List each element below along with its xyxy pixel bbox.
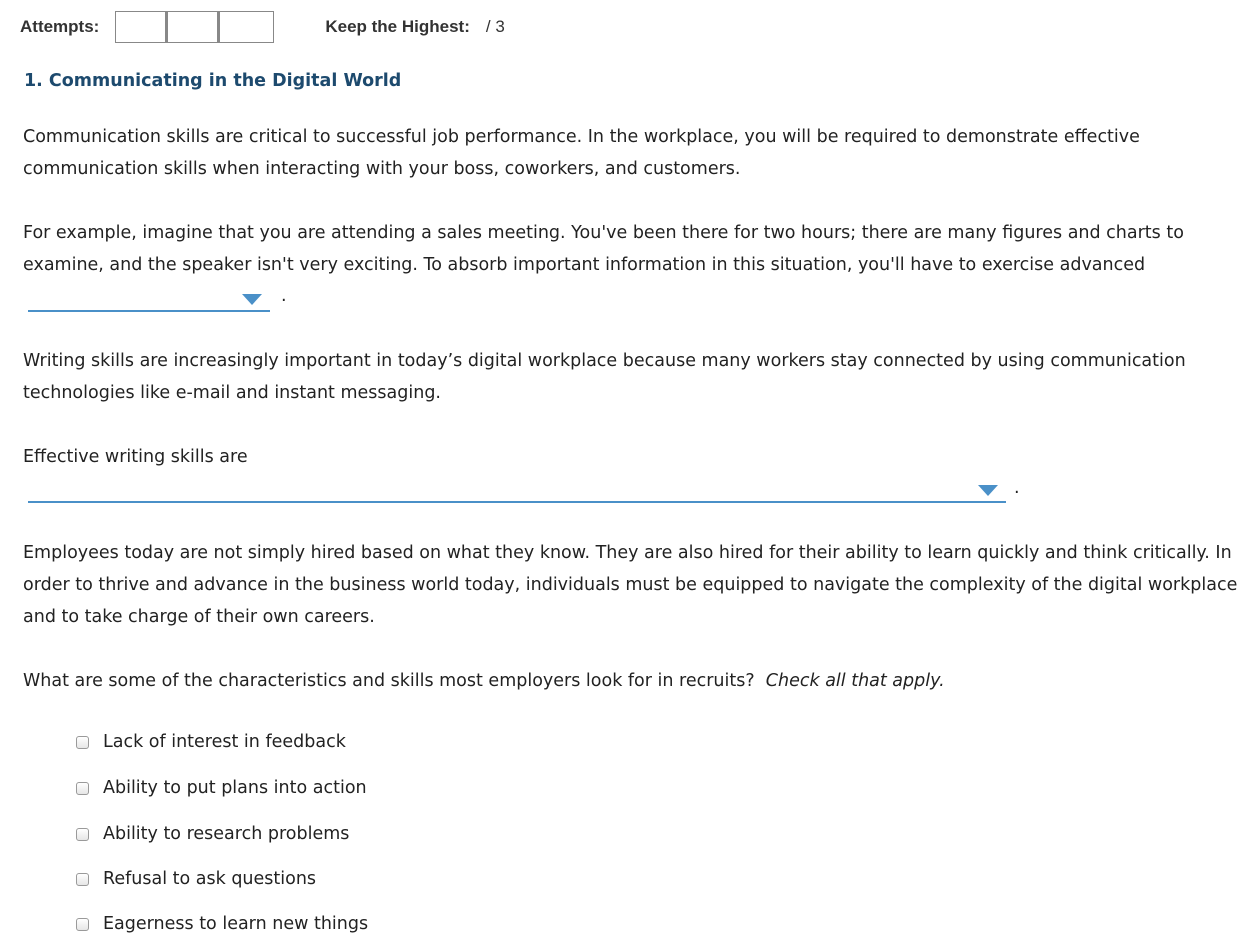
sentence-period: . [281, 286, 287, 306]
employees-paragraph: Employees today are not simply hired based on what they know. They are also hired for their ability to learn quickly and think critically. In order to thrive and advance in the business world today, individuals must be equipped to navigate the complexity of the digital workplace and to take charge of their own careers. [23, 543, 1238, 627]
prompt-text: What are some of the characteristics and skills most employers look for in recruits? [23, 671, 755, 691]
option-item [76, 719, 368, 765]
option-item [76, 857, 368, 901]
question-title: 1. Communicating in the Digital World [24, 71, 402, 91]
writing-skills-paragraph: Writing skills are increasingly important in today’s digital workplace because many workers stay connected by using communication technologies like e-mail and instant messaging. [23, 351, 1186, 403]
question-prompt [23, 665, 1238, 697]
option-label[interactable]: Refusal to ask questions [103, 869, 317, 889]
effective-writing-label: Effective writing skills are [23, 447, 248, 467]
caret-down-icon [242, 294, 262, 305]
attempt-box [116, 12, 168, 42]
option-checkbox[interactable] [76, 736, 89, 749]
answer-options [76, 719, 368, 947]
attempt-boxes [115, 11, 274, 43]
example-paragraph: For example, imagine that you are attending a sales meeting. You've been there for two hours; there are many figures and charts to examine, and the speaker isn't very exciting. To absorb important information in this situation, you'll have to exercise advanced [23, 223, 1184, 275]
option-label[interactable]: Lack of interest in feedback [103, 732, 346, 752]
caret-down-icon [978, 485, 998, 496]
option-item [76, 765, 368, 811]
advanced-skill-dropdown[interactable] [28, 288, 270, 312]
option-item [76, 811, 368, 857]
option-checkbox[interactable] [76, 828, 89, 841]
option-label[interactable]: Ability to research problems [103, 824, 350, 844]
effective-writing-dropdown[interactable] [28, 479, 1006, 503]
option-checkbox[interactable] [76, 782, 89, 795]
option-checkbox[interactable] [76, 873, 89, 886]
attempts-header [20, 10, 505, 44]
attempt-box [220, 12, 273, 42]
keep-highest-label: Keep the Highest: [325, 17, 470, 36]
instruction-text: Check all that apply. [765, 671, 945, 691]
score-value: / 3 [485, 17, 505, 36]
attempt-box [168, 12, 220, 42]
intro-paragraph: Communication skills are critical to successful job performance. In the workplace, you will be required to demonstrate effective communication skills when interacting with your boss, coworkers, and customers. [23, 127, 1140, 179]
option-checkbox[interactable] [76, 918, 89, 931]
option-label[interactable]: Eagerness to learn new things [103, 914, 369, 934]
option-label[interactable]: Ability to put plans into action [103, 778, 367, 798]
attempts-label: Attempts: [20, 17, 100, 36]
option-item [76, 901, 368, 947]
sentence-period: . [1014, 478, 1020, 498]
